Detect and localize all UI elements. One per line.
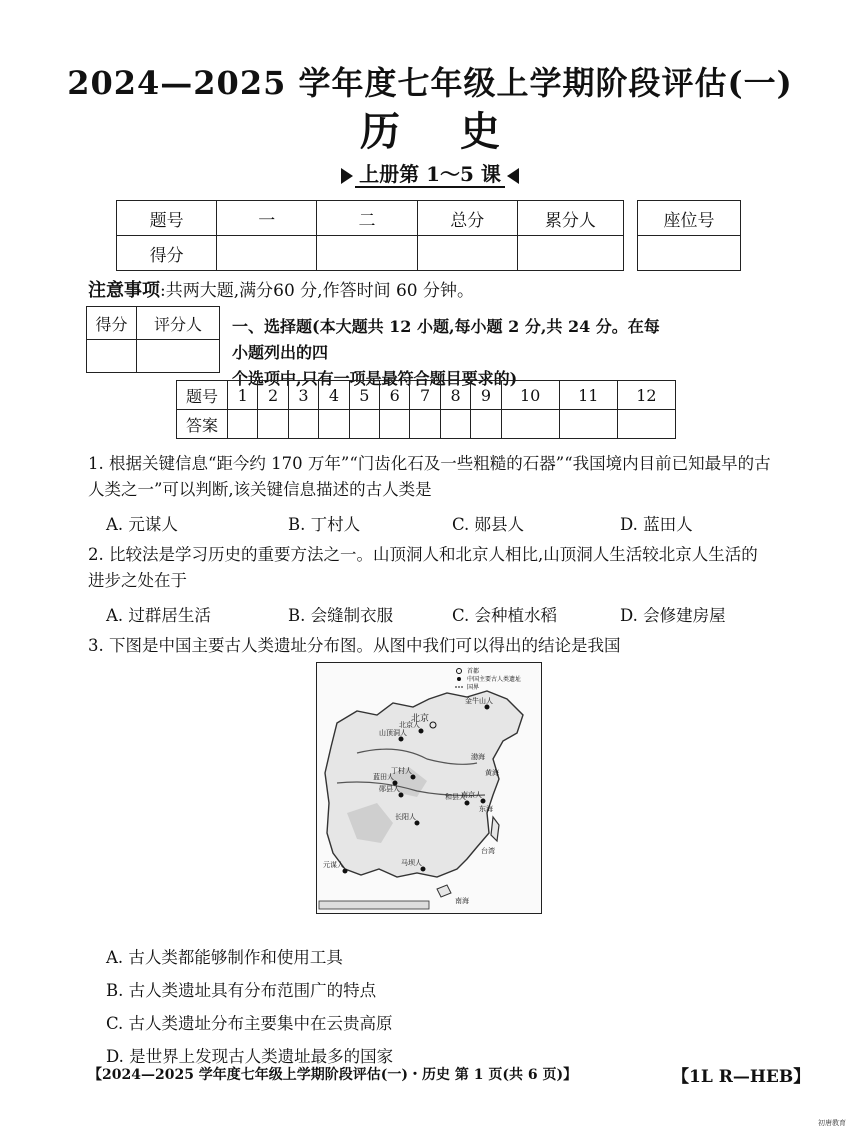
site-marker-1 [419, 729, 423, 733]
map-label-4: 丁村人 [391, 767, 412, 775]
site-marker-2 [399, 737, 403, 741]
score-input-total[interactable] [417, 236, 517, 271]
map-legend [455, 667, 521, 691]
answer-cell-3[interactable] [288, 410, 318, 439]
scope-label [0, 158, 860, 187]
q3-option-c[interactable]: C. 古人类遗址分布主要集中在云贵高原 [106, 1014, 393, 1033]
notice [88, 276, 474, 302]
score-cell-label: 题号 [117, 201, 217, 236]
answer-num-10: 10 [501, 381, 559, 410]
ancient-sites-map [316, 662, 542, 914]
answer-table [176, 380, 676, 439]
q3-option-a[interactable]: A. 古人类都能够制作和使用工具 [106, 948, 343, 967]
seat-input[interactable] [638, 236, 741, 271]
grader-score-label: 得分 [87, 307, 137, 340]
score-cell-1: 一 [217, 201, 317, 236]
site-marker-6 [399, 793, 403, 797]
map-label-0: 北京 [411, 714, 430, 724]
answer-cell-11[interactable] [559, 410, 617, 439]
q1-option-d[interactable]: D. 蓝田人 [620, 515, 693, 534]
map-label-5: 蓝田人 [373, 773, 394, 781]
map-label-7: 和县人 [445, 793, 466, 801]
answer-num-label: 题号 [177, 381, 228, 410]
legend-site-icon [457, 677, 461, 681]
grader-name-input[interactable] [137, 340, 220, 373]
map-label-6: 郧县人 [379, 785, 400, 793]
map-label-11: 马坝人 [401, 859, 422, 867]
paper-code: 【1L R—HEB】 [672, 1067, 811, 1087]
map-label-16: 南海 [455, 897, 469, 905]
left-triangle-icon [507, 168, 519, 184]
watermark: 初唐教育 [818, 1119, 846, 1127]
answer-num-7: 7 [410, 381, 440, 410]
answer-label: 答案 [177, 410, 228, 439]
site-marker-3 [485, 705, 489, 709]
map-label-2: 山顶洞人 [379, 729, 407, 737]
answer-cell-8[interactable] [440, 410, 470, 439]
q2-option-b[interactable]: B. 会缝制衣服 [288, 606, 394, 625]
answer-cell-6[interactable] [380, 410, 410, 439]
legend-label-1: 中国主要古人类遗址 [467, 676, 522, 683]
notice-text: :共两大题,满分60 分,作答时间 60 分钟。 [160, 281, 475, 301]
map-label-3: 金牛山人 [465, 697, 493, 705]
page-footer: 【2024—2025 学年度七年级上学期阶段评估(一)・历史 第 1 页(共 6 页)】 [88, 1067, 578, 1083]
answer-num-12: 12 [617, 381, 675, 410]
hainan-shape [437, 885, 451, 897]
scope-text: 上册第 1～5 课 [355, 162, 505, 188]
question-2-options [106, 602, 806, 628]
exam-title: 2024—2025 学年度七年级上学期阶段评估(一) [67, 64, 793, 102]
q1-option-b[interactable]: B. 丁村人 [288, 515, 361, 534]
site-marker-4 [411, 775, 415, 779]
grader-name-label: 评分人 [137, 307, 220, 340]
answer-cell-5[interactable] [349, 410, 379, 439]
q1-option-a[interactable]: A. 元谋人 [106, 515, 178, 534]
taiwan-shape [491, 817, 499, 841]
map-svg [317, 663, 541, 913]
grader-score-input[interactable] [87, 340, 137, 373]
score-input-grader[interactable] [517, 236, 623, 271]
answer-num-11: 11 [559, 381, 617, 410]
score-table [116, 200, 624, 271]
answer-num-5: 5 [349, 381, 379, 410]
map-label-12: 渤海 [471, 753, 485, 761]
question-3: 3. 下图是中国主要古人类遗址分布图。从图中我们可以得出的结论是我国 [88, 636, 621, 655]
answer-cell-1[interactable] [228, 410, 258, 439]
answer-num-3: 3 [288, 381, 318, 410]
answer-num-2: 2 [258, 381, 288, 410]
legend-label-2: 国界 [467, 684, 480, 691]
score-cell-2: 二 [317, 201, 417, 236]
map-label-10: 元谋人 [323, 861, 344, 869]
seat-label: 座位号 [638, 201, 741, 236]
q3-option-b[interactable]: B. 古人类遗址具有分布范围广的特点 [106, 981, 377, 1000]
q2-option-d[interactable]: D. 会修建房屋 [620, 606, 726, 625]
answer-num-8: 8 [440, 381, 470, 410]
answer-cell-9[interactable] [471, 410, 501, 439]
q3-option-d[interactable]: D. 是世界上发现古人类遗址最多的国家 [106, 1047, 394, 1066]
question-2-line1: 2. 比较法是学习历史的重要方法之一。山顶洞人和北京人相比,山顶洞人生活较北京人生活的 [88, 545, 758, 564]
map-label-14: 东海 [479, 805, 493, 813]
answer-cell-7[interactable] [410, 410, 440, 439]
answer-num-1: 1 [228, 381, 258, 410]
answer-cell-12[interactable] [617, 410, 675, 439]
q2-option-a[interactable]: A. 过群居生活 [106, 606, 211, 625]
score-row-label: 得分 [117, 236, 217, 271]
score-cell-total: 总分 [417, 201, 517, 236]
seat-table [637, 200, 741, 271]
site-marker-7 [465, 801, 469, 805]
site-marker-10 [343, 869, 347, 873]
legend-capital-icon [457, 669, 462, 674]
answer-cell-2[interactable] [258, 410, 288, 439]
map-scalebar [319, 901, 429, 909]
map-label-1: 北京人 [399, 721, 420, 729]
right-triangle-icon [341, 168, 353, 184]
legend-label-0: 首都 [467, 668, 480, 675]
question-2 [88, 542, 788, 594]
answer-cell-4[interactable] [319, 410, 349, 439]
site-marker-9 [415, 821, 419, 825]
answer-num-4: 4 [319, 381, 349, 410]
subject-title: 历史 [360, 108, 560, 155]
site-marker-8 [481, 799, 485, 803]
score-input-2[interactable] [317, 236, 417, 271]
grader-table [86, 306, 220, 373]
score-cell-grader: 累分人 [517, 201, 623, 236]
site-marker-11 [421, 867, 425, 871]
question-1 [88, 451, 788, 503]
score-input-1[interactable] [217, 236, 317, 271]
map-label-9: 长阳人 [395, 813, 416, 821]
map-label-8: 南京人 [461, 791, 482, 799]
section1-line1: 一、选择题(本大题共 12 小题,每小题 2 分,共 24 分。在每小题列出的四 [232, 317, 660, 362]
question-2-line2: 进步之处在于 [88, 571, 187, 590]
answer-num-6: 6 [380, 381, 410, 410]
answer-num-9: 9 [471, 381, 501, 410]
q2-option-c[interactable]: C. 会种植水稻 [452, 606, 558, 625]
question-1-line2: 人类之一”可以判断,该关键信息描述的古人类是 [88, 480, 432, 499]
question-1-line1: 1. 根据关键信息“距今约 170 万年”“门齿化石及一些粗糙的石器”“我国境内目前已知最早的古 [88, 454, 771, 473]
q1-option-c[interactable]: C. 郧县人 [452, 515, 525, 534]
question-1-options [106, 511, 806, 537]
answer-cell-10[interactable] [501, 410, 559, 439]
notice-label: 注意事项 [88, 280, 160, 301]
section1-line2: 个选项中,只有一项是最符合题目要求的) [232, 369, 518, 388]
map-label-15: 台湾 [481, 847, 495, 855]
map-label-13: 黄海 [485, 769, 499, 777]
